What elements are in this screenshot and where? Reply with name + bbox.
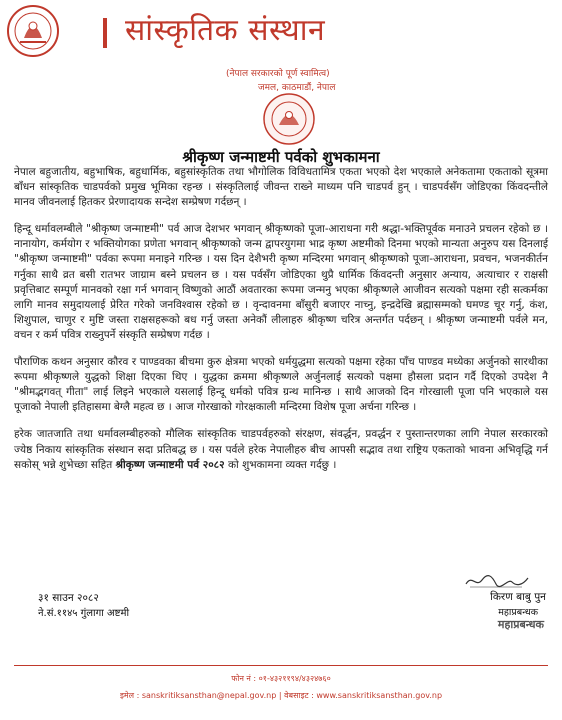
contact-separator: |: [278, 691, 282, 700]
footer-divider: [14, 665, 548, 666]
closing-festival-name: श्रीकृष्ण जन्माष्टमी पर्व २०८२: [115, 458, 225, 471]
office-seal: [262, 92, 316, 146]
email-label: इमेल :: [119, 691, 140, 700]
paragraph-festival: हिन्दू धर्मावलम्बीले "श्रीकृष्ण जन्माष्टमी" पर्व आज देशभर भगवान् श्रीकृष्णको पूजा-आराधना गरी श्रद्धा-भक्तिपूर्वक मनाउने प्रचलन रहेको छ । नानायोग, कर्मयोग र भक्तियोगका प्रणेता भगवान् श्रीकृष्णको जन्म द्वापरयुगमा भाद्र कृष्ण अष्टमीको दिनमा भएको मान्यता अनुरुप यस दिनलाई "श्रीकृष्ण जन्माष्टमी" पर्वका रूपमा मनाइने गरिन्छ । यस दिन देशैभरी कृष्ण मन्दिरमा भगवान् श्रीकृष्णको पूजा-आराधना, प्रवचन, भजनकीर्तन गर्नुका साथै व्रत बसी रातभर जाग्राम बस्ने प्रचलन छ । यस पर्वसँग जोडिएका थुप्रै धार्मिक किंवदन्ती अनुसार अन्याय, अत्याचार र राक्षसी प्रवृत्तिबाट सम्पूर्ण मानवको रक्षा गर्न भगवान् विष्णुको आठौं अवतारका रूपमा जन्मनु भएका श्रीकृष्णले आजीवन सत्यको पक्षमा रही सत्कर्मका लागि मानव समुदायलाई प्रेरित गरेको जनविश्वास रहेको छ । वृन्दावनमा बाँसुरी बजाएर नाच्नु, इन्द्रदेखि ब्रह्मासम्मको घमण्ड चूर गर्नु, कंश, शिशुपाल, चाणुर र मुष्टि जस्ता राक्षसहरूको बध गर्नु जस्ता अनेकौं लीलाहरु श्रीकृष्ण चरित्र अन्तर्गत पर्दछन् । श्रीकृष्ण जन्माष्टमी पर्वले मन, वचन र कर्म पवित्र राख्नुपर्ने संस्कृति सम्प्रेषण गर्दछ ।: [14, 223, 548, 341]
signatory-stamp: महाप्रबन्धक: [497, 618, 544, 631]
signature-image: [462, 572, 532, 590]
paragraph-commitment: [14, 427, 548, 472]
date-nepal-sambat: ने.सं.११४५ गुंलागा अष्टमी: [38, 608, 130, 619]
date-bs: ३१ साउन २०८२: [38, 592, 99, 604]
commitment-text: हरेक जातजाति तथा धर्मावलम्बीहरुको मौलिक सांस्कृतिक चाडपर्वहरुको संरक्षण, संवर्द्धन, प्रवर्द्धन र पुस्तान्तरणका लागि नेपाल सरकारको ज्येष्ठ निकाय सांस्कृतिक संस्थान सदा प्रतिबद्ध छ । यस पर्वले हरेक नेपालीहरु बीच आपसी सद्भाव तथा राष्ट्रिय एकताको भावना अभिवृद्धि गर्न सकोस् भन्ने शुभेच्छा सहित: [14, 428, 548, 471]
signatory-name: किरण बाबु पुन: [490, 591, 546, 603]
footer-contacts: [0, 690, 562, 701]
footer-phone: फोन नं : ०१-४३२११९४/४३२४७६०: [231, 674, 331, 683]
emblem-logo: [6, 4, 60, 58]
page-title: श्रीकृष्ण जन्माष्टमी पर्वको शुभकामना: [182, 148, 380, 166]
paragraph-mythology: पौराणिक कथन अनुसार कौरव र पाण्डवका बीचमा कुरु क्षेत्रमा भएको धर्मयुद्धमा सत्यको पक्षमा रहेका पाँच पाण्डव मध्येका अर्जुनको सारथीका रूपमा श्रीकृष्णले युद्धको शिक्षा दिएका थिए । युद्धका क्रममा श्रीकृष्णले अर्जुनलाई सत्यको पक्षमा हौसला प्रदान गर्दै दिएको उपदेश नै "श्रीमद्भगवत् गीता" लाई लिइने भएकाले यसलाई हिन्दू धर्मको पवित्र ग्रन्थ मानिन्छ । साथै आजको दिन गोरखाली पूजा पनि भएकाले यस पूजाको नेपाली इतिहासमा बेग्लै महत्व छ । आज गोरखाको गोरक्षकाली मन्दिरमा विशेष पूजा अर्चना गरिन्छ ।: [14, 356, 548, 414]
closing-text: को शुभकामना व्यक्त गर्दछु ।: [224, 458, 337, 471]
org-name: सांस्कृतिक संस्थान: [125, 13, 326, 48]
org-subtitle: (नेपाल सरकारको पूर्ण स्वामित्व): [226, 69, 330, 79]
website-link[interactable]: www.sanskritiksansthan.gov.np: [316, 691, 443, 700]
paragraph-intro: नेपाल बहुजातीय, बहुभाषिक, बहुधार्मिक, बहुसांस्कृतिक तथा भौगोलिक विविधतामित्र एकता भएको देश भएकाले अनेकतामा एकताको सूत्रमा बाँधन सांस्कृतिक चाडपर्वको प्रमुख भूमिका रहन्छ । संस्कृतिलाई जीवन्त राख्ने माध्यम पनि चाडपर्व हुन् । चाडपर्वसँग जोडिएका किंवदन्तीले मानव जीवनलाई हितकर प्रेरणादायक सन्देश सम्प्रेषण गर्दछन् ।: [14, 166, 548, 209]
header-divider: [103, 18, 107, 48]
org-address: जमल, काठमाडौं, नेपाल: [258, 83, 336, 93]
signatory-title: महाप्रबन्धक: [498, 607, 538, 618]
email-link[interactable]: sanskritiksansthan@nepal.gov.np: [141, 691, 277, 700]
website-label: वेबसाइट :: [284, 691, 314, 700]
letter-body: [14, 165, 548, 485]
